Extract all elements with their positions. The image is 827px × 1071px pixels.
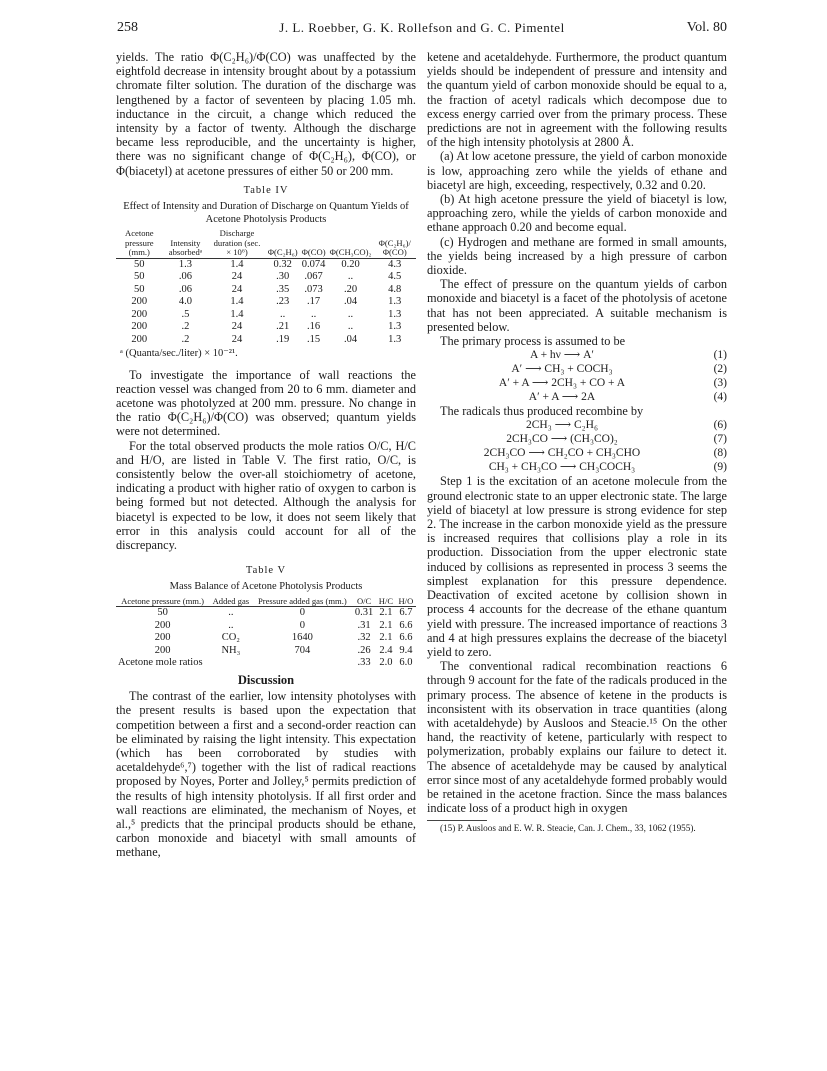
equation-expression: A′ ⟶ CH₃ + COCH₃	[511, 363, 613, 376]
table-row	[116, 309, 416, 322]
table-cell: 24	[231, 283, 243, 295]
paragraph: yields. The ratio Φ(C₂H₆)/Φ(CO) was unaffected by the eightfold decrease in intensity brought about by a potassium chromate filter solution. The duration of the discharge was lengthened by a factor of seventeen by placing 1.05 mh. inductance in the circuit, a change which reduced the intensity by a factor of twenty. Although the discharge became less reproducible, and the uncertainty is higher, there was no significant change of Φ(C₂H₆), Φ(CO), or Φ(biacetyl) at acetone pressures of either 50 or 200 mm.	[116, 50, 416, 178]
equation-expression: A′ + A ⟶ 2A	[528, 391, 596, 404]
table-title: Effect of Intensity and Duration of Discharge on Quantum Yields of Acetone Photolysis Products	[123, 201, 409, 225]
paragraph: ketene and acetaldehyde. Furthermore, the product quantum yields should be independent of pressure and intensity and the quantum yield of carbon monoxide should be equal to a, the fraction of acetyl radicals which decompose due to excess energy carried over from the primary process. These predictions are not in agreement with the following results of the high intensity photolysis at 2800 Å.	[427, 50, 727, 150]
paragraph: Step 1 is the excitation of an acetone molecule from the ground electronic state to an upper electronic state. The large yield of biacetyl at low pressure is strong evidence for step 2. The increase in the carbon monoxide yield as the pressure is increased requires that collisions play a role in its production. Dissociation from the upper electronic state induced by collisions as represented in process 3 seems the simplest explanation for this pressure dependence. Deactivation of excited acetone by collision shown in process 4 accounts for the decrease of the ethane quantum yield with pressure. The increased importance of reactions 3 and 4 at high pressures explains the decrease of the biacetyl yield to zero.	[427, 474, 728, 659]
column-header: Acetone pressure (mm.)	[116, 229, 163, 258]
table-cell: 24	[231, 333, 243, 345]
list-item: (c) Hydrogen and methane are formed in small amounts, the yields being increased by a high pressure of carbon dioxide.	[427, 234, 727, 278]
table-cell: 200	[131, 321, 148, 333]
table-cell: 50	[134, 283, 145, 295]
table-cell: .35	[276, 283, 290, 295]
table-cell: 50	[134, 258, 145, 270]
table-cell: .16	[307, 321, 321, 333]
table-v	[116, 597, 416, 670]
table-cell: 50	[134, 271, 145, 283]
equation-expression: A′ + A ⟶ 2CH₃ + CO + A	[498, 377, 626, 390]
table-cell: .33	[357, 657, 371, 669]
table-caption: Table IV	[243, 184, 289, 196]
table-footnote: ᵃ (Quanta/sec./liter) × 10⁻²¹.	[120, 348, 238, 360]
table-cell: 1.4	[230, 258, 244, 270]
table-row	[116, 296, 416, 309]
equation	[427, 418, 727, 432]
equation	[427, 348, 727, 362]
table-cell: 1.3	[388, 333, 402, 345]
table-row	[116, 284, 416, 297]
equation-number: (1)	[713, 349, 727, 362]
table-row	[116, 607, 416, 620]
table-cell: ..	[228, 619, 234, 631]
column-header: Φ(CH₃CO)₂	[328, 229, 374, 258]
equation-expression: A + hν ⟶ A′	[530, 349, 594, 362]
equation-block	[427, 348, 727, 404]
volume-label: Vol. 80	[686, 20, 727, 35]
table-cell: 4.8	[388, 283, 402, 295]
running-header	[117, 20, 727, 40]
table-row	[116, 657, 416, 670]
table-cell: ..	[228, 607, 234, 619]
table-cell: 200	[131, 308, 148, 320]
table-cell: 200	[131, 333, 148, 345]
column-header: Φ(C₂H₆)/Φ(CO)	[373, 229, 416, 258]
table-title: Mass Balance of Acetone Photolysis Products	[169, 581, 363, 593]
table-iv	[116, 229, 416, 346]
equation	[427, 460, 727, 474]
equation-number: (6)	[713, 419, 727, 432]
footnote-rule	[427, 820, 487, 821]
table-cell: ..	[347, 308, 354, 320]
table-cell: 50	[157, 607, 168, 619]
equation-block	[427, 418, 727, 474]
equation-number: (9)	[713, 461, 727, 474]
table-cell: 200	[154, 644, 171, 656]
section-heading: Discussion	[237, 672, 295, 687]
table-cell: CO₂	[221, 632, 240, 644]
table-cell: 704	[294, 644, 311, 656]
table-cell: .20	[343, 283, 358, 295]
table-cell: .2	[181, 333, 190, 345]
paragraph: The radicals thus produced recombine by	[440, 404, 644, 419]
paragraph: The primary process is assumed to be	[440, 334, 626, 349]
table-cell: .04	[343, 296, 358, 308]
column-header: O/C	[352, 597, 376, 607]
ratio-label: Acetone mole ratios	[118, 657, 203, 669]
table-cell: 0.20	[341, 258, 360, 270]
table-cell: 6.0	[399, 657, 413, 669]
table-cell: .15	[307, 333, 321, 345]
table-cell: 9.4	[399, 644, 413, 656]
table-cell: 2.1	[379, 607, 393, 619]
table-row	[116, 632, 416, 645]
table-cell: .06	[178, 283, 193, 295]
table-cell: .21	[276, 321, 290, 333]
table-cell: 2.0	[379, 657, 393, 669]
table-cell: NH₃	[221, 644, 241, 656]
equation-number: (4)	[713, 391, 727, 404]
table-cell: ..	[347, 321, 354, 333]
table-cell: 200	[131, 296, 148, 308]
table-cell: .073	[304, 283, 323, 295]
table-cell: 6.7	[399, 607, 413, 619]
table-cell: ..	[347, 271, 354, 283]
paragraph: To investigate the importance of wall reactions the reaction vessel was changed from 20 to 6 mm. diameter and acetone was photolyzed at 200 mm. pressure. No change in the ratio Φ(C₂H₆)/Φ(CO) was observed; quantum yields were not determined.	[116, 367, 416, 439]
table-cell: 6.6	[399, 632, 413, 644]
table-cell: .2	[181, 321, 190, 333]
table-cell: .17	[307, 296, 321, 308]
table-cell: .26	[357, 644, 371, 656]
column-header: Φ(C₂H₆)	[266, 229, 300, 258]
left-column	[116, 50, 416, 860]
paragraph: The conventional radical recombination reactions 6 through 9 account for the fate of the radicals produced in the primary process. The absence of ketene in the products is inconsistent with its observation in trace quantities (along with acetaldehyde) by Ausloos and Steacie.¹⁵ On the other hand, the reactivity of ketene, particularly with respect to polymerization, probably explains our failure to detect it. The absence of acetaldehyde may be caused by analytical error since most of any acetaldehyde formed probably would be retained in the acetone fraction. Since the mass balances indicate loss of a product high in oxygen	[427, 659, 727, 816]
list-item: (b) At high acetone pressure the yield of biacetyl is low, approaching zero, while the yields of carbon monoxide and ethane approach 0.20 and become equal.	[427, 192, 727, 235]
authors-line: J. L. Roebber, G. K. Rollefson and G. C. Pimentel	[279, 20, 565, 35]
table-cell: .06	[178, 271, 193, 283]
table-cell: 6.6	[399, 619, 413, 631]
column-header: Discharge duration (sec. × 10⁶)	[208, 229, 265, 258]
table-cell: 0.31	[354, 607, 374, 619]
column-header: Intensity absorbedᵃ	[163, 229, 209, 258]
table-cell: 1.3	[178, 258, 193, 270]
equation-number: (7)	[713, 433, 727, 446]
table-cell: 2.1	[379, 632, 393, 644]
paragraph: The contrast of the earlier, low intensity photolyses with the present results is based upon the expectation that competition between a first and a second-order reaction can be eliminated by raising the light intensity. This expectation (which has been corroborated by studies with acetaldehyde⁶,⁷) together with the list of radical reactions proposed by Noyes, Porter and Jolley,⁵ permits prediction of the results of high intensity photolysis. If all first order and wall reactions are eliminated, the mechanism of Noyes, et al.,⁵ predicts that the principal products should be ethane, carbon monoxide and biacetyl with small amounts of methane,	[116, 689, 416, 860]
column-header: Added gas	[209, 597, 252, 607]
table-cell: 24	[231, 321, 243, 333]
column-header: Pressure added gas (mm.)	[253, 597, 353, 607]
table-cell: .31	[357, 619, 371, 631]
page-number: 258	[117, 20, 138, 35]
table-row	[116, 271, 416, 284]
table-cell: 0.074	[301, 258, 326, 270]
equation	[427, 390, 727, 404]
equation-number: (8)	[713, 447, 727, 460]
table-cell: .04	[343, 333, 358, 345]
table-cell: ..	[280, 308, 286, 320]
list-item: (a) At low acetone pressure, the yield of carbon monoxide is low, approaching zero while the yields of ethane and biacetyl are high, exceeding, respectively, 0.32 and 0.20.	[427, 149, 727, 192]
table-cell: .23	[276, 296, 290, 308]
equation	[427, 362, 727, 376]
table-cell: 1.3	[388, 308, 402, 320]
equation-expression: 2CH₃CO ⟶ (CH₃CO)₂	[506, 433, 618, 446]
table-row	[116, 334, 416, 347]
table-cell: 4.5	[388, 271, 402, 283]
table-cell: .5	[181, 308, 190, 320]
table-cell: ..	[310, 308, 317, 320]
table-cell: 2.4	[379, 644, 393, 656]
table-cell: 1.3	[388, 296, 402, 308]
table-row	[116, 258, 416, 271]
equation	[427, 432, 727, 446]
equation	[427, 446, 727, 460]
table-cell: 2.1	[379, 619, 393, 631]
table-cell: 1.4	[230, 296, 244, 308]
table-cell: .067	[304, 271, 323, 283]
column-header: H/O	[396, 597, 416, 607]
equation-number: (3)	[713, 377, 727, 390]
equation-expression: 2CH₃ ⟶ C₂H₆	[526, 419, 598, 432]
table-cell: 4.3	[388, 258, 402, 270]
table-cell: 0.32	[273, 258, 292, 270]
paragraph: For the total observed products the mole ratios O/C, H/C and H/O, are listed in Table V. The first ratio, O/C, is consistently below the over-all stoichiometry of acetone, indicating a product with higher ratio of oxygen to carbon is being formed but not detected. Although the analysis for biacetyl is expected to be low, it does not seem likely that error in this analysis could account for all of the discrepancy.	[116, 438, 416, 552]
table-caption: Table V	[245, 565, 287, 577]
table-cell: 4.0	[178, 296, 193, 308]
table-cell: .19	[276, 333, 290, 345]
column-header: Φ(CO)	[300, 229, 328, 258]
table-cell: 1.3	[388, 321, 402, 333]
table-row	[116, 321, 416, 334]
table-row	[116, 645, 416, 658]
paragraph: The effect of pressure on the quantum yields of carbon monoxide and biacetyl is a facet of the photolysis of acetone that has not been appreciated. A suitable mechanism is presented below.	[427, 277, 727, 334]
equation-number: (2)	[713, 363, 727, 376]
table-cell: 200	[154, 632, 171, 644]
table-cell: 0	[299, 619, 305, 631]
column-header: H/C	[376, 597, 396, 607]
equation-expression: 2CH₃CO ⟶ CH₂CO + CH₃CHO	[483, 447, 641, 460]
equation	[427, 376, 727, 390]
equation-expression: CH₃ + CH₃CO ⟶ CH₃COCH₃	[488, 461, 636, 474]
table-cell: 1.4	[230, 308, 244, 320]
table-cell: 200	[154, 619, 171, 631]
table-row	[116, 620, 416, 633]
table-cell: 24	[231, 271, 243, 283]
table-cell: 1640	[291, 632, 313, 644]
footnote: (15) P. Ausloos and E. W. R. Steacie, Can. J. Chem., 33, 1062 (1955).	[440, 823, 696, 834]
table-cell: .32	[357, 632, 371, 644]
column-header: Acetone pressure (mm.)	[116, 597, 209, 607]
table-cell: .30	[276, 271, 290, 283]
right-column	[427, 50, 727, 834]
table-cell: 0	[299, 607, 305, 619]
